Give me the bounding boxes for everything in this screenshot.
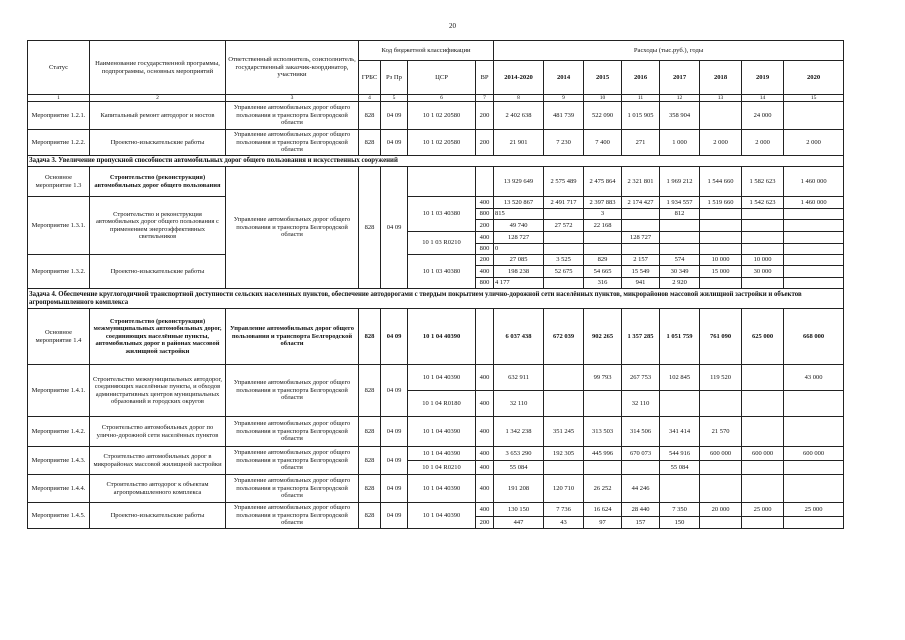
budget-table: [27, 40, 844, 529]
table-cell: [742, 244, 784, 255]
table-cell: 672 039: [544, 309, 584, 365]
table-cell: 10 000: [700, 255, 742, 266]
table-cell: [544, 232, 584, 244]
table-cell: 358 904: [660, 102, 700, 130]
table-cell: [544, 244, 584, 255]
table-cell: Основное мероприятие 1.3: [28, 167, 90, 197]
table-cell: 10 000: [742, 255, 784, 266]
table-cell: 271: [622, 130, 660, 156]
col-year: 2015: [584, 61, 622, 95]
table-cell: 04 09: [381, 417, 408, 447]
table-cell: [784, 232, 844, 244]
col-responsible: Ответственный исполнитель, соисполнитель, государственный заказчик-координатор, участники: [226, 41, 359, 95]
table-cell: 11: [622, 95, 660, 102]
table-cell: 16 624: [584, 503, 622, 517]
table-cell: 54 665: [584, 266, 622, 278]
table-cell: 544 916: [660, 447, 700, 461]
table-cell: [622, 220, 660, 232]
table-cell: Управление автомобильных дорог общего пользования и транспорта Белгородской области: [226, 417, 359, 447]
table-row: [28, 167, 844, 197]
table-cell: Мероприятие 1.4.1.: [28, 365, 90, 417]
col-year: 2016: [622, 61, 660, 95]
column-numbers-row: [28, 95, 844, 102]
table-cell: 400: [476, 503, 494, 517]
table-row: [28, 365, 844, 391]
table-cell: 10 1 04 40390: [408, 503, 476, 529]
table-cell: Строительство (реконструкция) межмуниципальных автомобильных дорог, соединяющих населённые пункты, автомобильных дорог в районах массовой жилищной застройки: [90, 309, 226, 365]
table-cell: 941: [622, 278, 660, 289]
table-cell: Управление автомобильных дорог общего пользования и транспорта Белгородской области: [226, 503, 359, 529]
table-cell: 10 1 03 40380: [408, 255, 476, 289]
table-cell: [784, 278, 844, 289]
table-cell: Строительство автодорог к объектам агропромышленного комплекса: [90, 475, 226, 503]
table-cell: Мероприятие 1.2.1.: [28, 102, 90, 130]
table-cell: 400: [476, 461, 494, 475]
table-cell: [700, 461, 742, 475]
table-cell: 7 400: [584, 130, 622, 156]
table-cell: 7: [476, 95, 494, 102]
table-cell: 828: [359, 167, 381, 289]
table-cell: 150: [660, 517, 700, 529]
table-cell: [544, 461, 584, 475]
table-cell: 15 549: [622, 266, 660, 278]
table-row: [28, 309, 844, 365]
table-cell: 10 1 04 40390: [408, 447, 476, 461]
table-cell: [742, 209, 784, 220]
col-year: 2014-2020: [494, 61, 544, 95]
table-cell: 13 520 867: [494, 197, 544, 209]
table-cell: 26 252: [584, 475, 622, 503]
table-cell: [784, 461, 844, 475]
table-cell: [660, 232, 700, 244]
table-cell: 400: [476, 391, 494, 417]
table-cell: 04 09: [381, 475, 408, 503]
table-cell: [700, 220, 742, 232]
table-cell: [784, 220, 844, 232]
table-cell: 2 000: [742, 130, 784, 156]
table-cell: 1 542 623: [742, 197, 784, 209]
table-cell: 49 740: [494, 220, 544, 232]
table-cell: 828: [359, 503, 381, 529]
table-cell: 445 996: [584, 447, 622, 461]
table-cell: [742, 475, 784, 503]
table-cell: 13: [700, 95, 742, 102]
table-cell: [660, 220, 700, 232]
table-cell: 670 073: [622, 447, 660, 461]
table-cell: Строительство автомобильных дорог в микрорайонах массовой жилищной застройки: [90, 447, 226, 475]
table-cell: 828: [359, 102, 381, 130]
table-cell: 828: [359, 447, 381, 475]
table-cell: 267 753: [622, 365, 660, 391]
table-cell: 04 09: [381, 309, 408, 365]
table-cell: 2 321 801: [622, 167, 660, 197]
table-cell: 192 305: [544, 447, 584, 461]
table-cell: [784, 255, 844, 266]
table-cell: 32 110: [494, 391, 544, 417]
table-cell: 04 09: [381, 167, 408, 289]
table-cell: 1 015 905: [622, 102, 660, 130]
table-cell: Задача 3. Увеличение пропускной способности автомобильных дорог общего пользования и искусственных сооружений: [28, 156, 844, 167]
table-cell: 2 000: [784, 130, 844, 156]
table-cell: [584, 232, 622, 244]
table-cell: 7 230: [544, 130, 584, 156]
table-cell: 1 544 660: [700, 167, 742, 197]
table-cell: Строительство автомобильных дорог по улично-дорожной сети населённых пунктов: [90, 417, 226, 447]
table-cell: 815: [494, 209, 544, 220]
col-year: 2019: [742, 61, 784, 95]
table-row: [28, 417, 844, 447]
table-cell: 3 653 290: [494, 447, 544, 461]
table-cell: [476, 309, 494, 365]
table-cell: 902 265: [584, 309, 622, 365]
table-cell: 800: [476, 278, 494, 289]
table-cell: 522 090: [584, 102, 622, 130]
table-cell: 400: [476, 447, 494, 461]
table-cell: 3: [226, 95, 359, 102]
table-cell: [660, 244, 700, 255]
table-cell: 600 000: [700, 447, 742, 461]
table-cell: 2 397 883: [584, 197, 622, 209]
table-cell: Строительство межмуниципальных автодорог, соединяющих населённые пункты, и обходов административных центров муниципальных образований и городских округов: [90, 365, 226, 417]
table-cell: 20 000: [700, 503, 742, 517]
table-cell: 44 246: [622, 475, 660, 503]
col-expenses: Расходы (тыс.руб.), годы: [494, 41, 844, 61]
table-cell: Проектно-изыскательские работы: [90, 255, 226, 289]
table-cell: [584, 461, 622, 475]
table-cell: 5: [381, 95, 408, 102]
table-cell: 12: [660, 95, 700, 102]
table-cell: 2 000: [700, 130, 742, 156]
table-cell: [476, 167, 494, 197]
table-cell: [700, 244, 742, 255]
table-cell: 316: [584, 278, 622, 289]
table-cell: [742, 365, 784, 391]
table-cell: 102 845: [660, 365, 700, 391]
table-cell: 1 934 557: [660, 197, 700, 209]
table-cell: Мероприятие 1.2.2.: [28, 130, 90, 156]
table-cell: Управление автомобильных дорог общего пользования и транспорта Белгородской области: [226, 447, 359, 475]
table-cell: 4: [359, 95, 381, 102]
table-cell: 52 675: [544, 266, 584, 278]
table-cell: 2 491 717: [544, 197, 584, 209]
table-cell: 27 085: [494, 255, 544, 266]
table-cell: Управление автомобильных дорог общего пользования и транспорта Белгородской области: [226, 130, 359, 156]
table-cell: 198 238: [494, 266, 544, 278]
table-cell: Управление автомобильных дорог общего пользования и транспорта Белгородской области: [226, 167, 359, 289]
table-cell: 10 1 04 40390: [408, 309, 476, 365]
table-cell: 10 1 04 40390: [408, 417, 476, 447]
table-cell: 119 520: [700, 365, 742, 391]
table-cell: 341 414: [660, 417, 700, 447]
table-cell: [622, 461, 660, 475]
page-number: 20: [449, 22, 456, 30]
table-cell: 10: [584, 95, 622, 102]
table-cell: 2 475 864: [584, 167, 622, 197]
col-year: 2014: [544, 61, 584, 95]
table-cell: 120 710: [544, 475, 584, 503]
table-cell: 10 1 02 20580: [408, 102, 476, 130]
table-cell: [584, 244, 622, 255]
table-row: [28, 447, 844, 461]
col-year: 2017: [660, 61, 700, 95]
table-cell: 447: [494, 517, 544, 529]
table-cell: [544, 278, 584, 289]
table-row: [28, 197, 844, 209]
table-cell: 30 349: [660, 266, 700, 278]
table-cell: [742, 232, 784, 244]
table-cell: 828: [359, 417, 381, 447]
table-cell: [544, 365, 584, 391]
col-csr: ЦСР: [408, 61, 476, 95]
table-cell: 7 350: [660, 503, 700, 517]
table-cell: 55 084: [660, 461, 700, 475]
col-rzpr: Рз Пр: [381, 61, 408, 95]
table-cell: [784, 417, 844, 447]
col-grbs: ГРБС: [359, 61, 381, 95]
table-row: [28, 255, 844, 266]
table-cell: [700, 232, 742, 244]
col-name: Наименование государственной программы, подпрограммы, основных мероприятий: [90, 41, 226, 95]
table-cell: 625 000: [742, 309, 784, 365]
table-cell: 1: [28, 95, 90, 102]
table-cell: Задача 4. Обеспечение круглогодичной транспортной доступности сельских населенных пунктов, обеспечение автодорогами с твердым покрытием улично-дорожной сети населённых пунктов, микрорайонов массовой жилищной застройки и объектов агропромышленного комплекса: [28, 289, 844, 309]
table-cell: 761 090: [700, 309, 742, 365]
table-cell: 13 929 649: [494, 167, 544, 197]
table-cell: 574: [660, 255, 700, 266]
table-cell: [784, 517, 844, 529]
table-cell: 32 110: [622, 391, 660, 417]
table-cell: [742, 517, 784, 529]
table-cell: Строительство и реконструкция автомобильных дорог общего пользования с применением энергоэффективных светильников: [90, 197, 226, 255]
table-cell: 2 402 638: [494, 102, 544, 130]
table-cell: 400: [476, 417, 494, 447]
table-cell: 828: [359, 475, 381, 503]
table-cell: 6: [408, 95, 476, 102]
table-cell: 15: [784, 95, 844, 102]
table-cell: 1 342 238: [494, 417, 544, 447]
col-year: 2020: [784, 61, 844, 95]
table-cell: 04 09: [381, 102, 408, 130]
table-cell: 24 000: [742, 102, 784, 130]
table-cell: 632 911: [494, 365, 544, 391]
table-cell: 1 000: [660, 130, 700, 156]
table-cell: 400: [476, 475, 494, 503]
table-cell: 0: [494, 244, 544, 255]
table-cell: Мероприятие 1.4.2.: [28, 417, 90, 447]
table-cell: Мероприятие 1.4.4.: [28, 475, 90, 503]
table-cell: [622, 209, 660, 220]
table-cell: 2 157: [622, 255, 660, 266]
table-cell: Основное мероприятие 1.4: [28, 309, 90, 365]
table-cell: [700, 517, 742, 529]
table-cell: 200: [476, 130, 494, 156]
table-cell: [700, 475, 742, 503]
task-4-row: [28, 289, 844, 309]
table-cell: [784, 391, 844, 417]
table-cell: 200: [476, 255, 494, 266]
table-cell: Мероприятие 1.4.5.: [28, 503, 90, 529]
table-cell: 28 440: [622, 503, 660, 517]
table-cell: 4 177: [494, 278, 544, 289]
table-cell: 829: [584, 255, 622, 266]
table-cell: [660, 475, 700, 503]
table-cell: 1 051 759: [660, 309, 700, 365]
table-cell: 10 1 04 40390: [408, 365, 476, 391]
table-cell: 600 000: [784, 447, 844, 461]
table-cell: Управление автомобильных дорог общего пользования и транспорта Белгородской области: [226, 365, 359, 417]
table-cell: 200: [476, 102, 494, 130]
table-cell: 200: [476, 517, 494, 529]
table-cell: [584, 391, 622, 417]
table-cell: Управление автомобильных дорог общего пользования и транспорта Белгородской области: [226, 102, 359, 130]
table-cell: [742, 278, 784, 289]
table-cell: 25 000: [742, 503, 784, 517]
table-cell: [544, 209, 584, 220]
table-cell: 10 1 02 20580: [408, 130, 476, 156]
table-cell: 128 727: [494, 232, 544, 244]
table-cell: 1 582 623: [742, 167, 784, 197]
table-cell: 04 09: [381, 503, 408, 529]
table-cell: 14: [742, 95, 784, 102]
col-budget-code: Код бюджетной классификации: [359, 41, 494, 61]
table-cell: 43 000: [784, 365, 844, 391]
table-cell: 3 525: [544, 255, 584, 266]
table-cell: 2: [90, 95, 226, 102]
table-cell: 200: [476, 220, 494, 232]
table-cell: 04 09: [381, 365, 408, 417]
table-cell: 400: [476, 197, 494, 209]
table-row: [28, 130, 844, 156]
table-cell: 314 506: [622, 417, 660, 447]
table-cell: [544, 391, 584, 417]
table-cell: [784, 209, 844, 220]
table-cell: 600 000: [742, 447, 784, 461]
table-cell: 21 901: [494, 130, 544, 156]
table-cell: 1 519 660: [700, 197, 742, 209]
table-row: [28, 102, 844, 130]
table-cell: Проектно-изыскательские работы: [90, 130, 226, 156]
table-cell: 10 1 04 R0180: [408, 391, 476, 417]
table-cell: 43: [544, 517, 584, 529]
table-cell: Проектно-изыскательские работы: [90, 503, 226, 529]
table-cell: Управление автомобильных дорог общего пользования и транспорта Белгородской области: [226, 475, 359, 503]
table-cell: 400: [476, 266, 494, 278]
table-cell: 10 1 03 R0210: [408, 232, 476, 255]
table-cell: 10 1 04 40390: [408, 475, 476, 503]
table-cell: 668 000: [784, 309, 844, 365]
table-cell: Мероприятие 1.3.2.: [28, 255, 90, 289]
table-cell: 1 357 285: [622, 309, 660, 365]
table-cell: [408, 167, 476, 197]
task-3-row: [28, 156, 844, 167]
table-cell: 3: [584, 209, 622, 220]
table-cell: 828: [359, 130, 381, 156]
table-cell: 27 572: [544, 220, 584, 232]
table-cell: 481 739: [544, 102, 584, 130]
table-cell: 15 000: [700, 266, 742, 278]
table-cell: 313 503: [584, 417, 622, 447]
table-cell: 2 575 489: [544, 167, 584, 197]
table-cell: Капитальный ремонт автодорог и мостов: [90, 102, 226, 130]
table-cell: 10 1 04 R0210: [408, 461, 476, 475]
table-cell: 8: [494, 95, 544, 102]
table-cell: 191 208: [494, 475, 544, 503]
table-cell: [700, 209, 742, 220]
table-cell: [742, 417, 784, 447]
table-cell: 04 09: [381, 130, 408, 156]
table-cell: 2 920: [660, 278, 700, 289]
table-cell: [742, 220, 784, 232]
table-cell: 21 570: [700, 417, 742, 447]
table-cell: 157: [622, 517, 660, 529]
col-status: Статус: [28, 41, 90, 95]
table-row: [28, 475, 844, 503]
col-year: 2018: [700, 61, 742, 95]
table-cell: [700, 278, 742, 289]
table-cell: 6 037 438: [494, 309, 544, 365]
table-cell: [784, 475, 844, 503]
table-cell: 812: [660, 209, 700, 220]
table-cell: 04 09: [381, 447, 408, 475]
table-cell: 10 1 03 40380: [408, 197, 476, 232]
table-cell: 25 000: [784, 503, 844, 517]
table-row: [28, 503, 844, 517]
table-cell: 351 245: [544, 417, 584, 447]
table-cell: [784, 266, 844, 278]
table-cell: 7 736: [544, 503, 584, 517]
table-cell: [622, 244, 660, 255]
table-cell: [784, 244, 844, 255]
table-cell: 400: [476, 365, 494, 391]
table-cell: [784, 102, 844, 130]
table-cell: 30 000: [742, 266, 784, 278]
table-cell: 99 793: [584, 365, 622, 391]
table-cell: 22 168: [584, 220, 622, 232]
table-cell: 128 727: [622, 232, 660, 244]
table-cell: Мероприятие 1.4.3.: [28, 447, 90, 475]
col-vr: ВР: [476, 61, 494, 95]
table-cell: Строительство (реконструкция) автомобильных дорог общего пользования: [90, 167, 226, 197]
table-cell: 9: [544, 95, 584, 102]
table-cell: 800: [476, 244, 494, 255]
table-cell: [660, 391, 700, 417]
table-cell: 2 174 427: [622, 197, 660, 209]
table-cell: 800: [476, 209, 494, 220]
table-cell: 1 460 000: [784, 197, 844, 209]
table-cell: [700, 102, 742, 130]
table-cell: 1 460 000: [784, 167, 844, 197]
table-cell: 55 084: [494, 461, 544, 475]
table-cell: 130 150: [494, 503, 544, 517]
table-cell: 828: [359, 309, 381, 365]
table-cell: [742, 461, 784, 475]
table-cell: 828: [359, 365, 381, 417]
table-cell: 1 969 212: [660, 167, 700, 197]
table-cell: Управление автомобильных дорог общего пользования и транспорта Белгородской области: [226, 309, 359, 365]
table-cell: [742, 391, 784, 417]
table-cell: 97: [584, 517, 622, 529]
table-cell: [700, 391, 742, 417]
table-cell: Мероприятие 1.3.1.: [28, 197, 90, 255]
table-cell: 400: [476, 232, 494, 244]
